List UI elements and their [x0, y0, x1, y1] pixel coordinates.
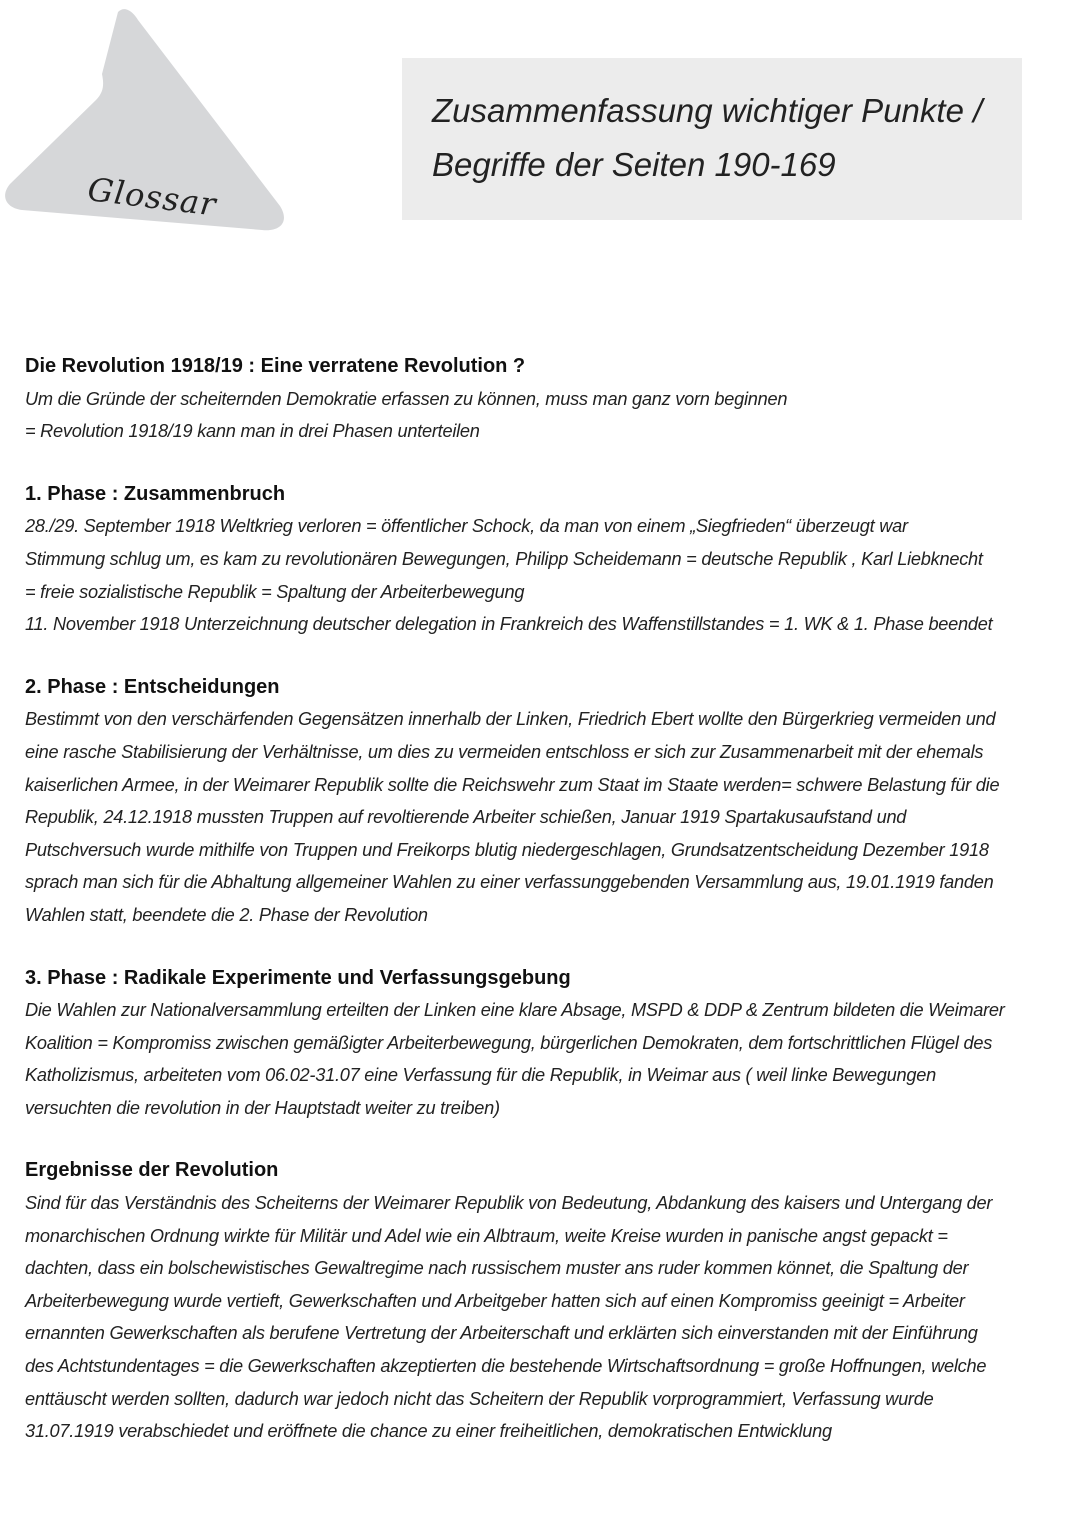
section-revolution-intro: [25, 350, 1060, 448]
section-text-line: Um die Gründe der scheiternden Demokratie erfassen zu können, muss man ganz vorn beginnen: [25, 388, 788, 409]
section-heading: Ergebnisse der Revolution: [25, 1159, 279, 1182]
section-text-line: Katholizismus, arbeiteten vom 06.02-31.07 eine Verfassung für die Republik, in Weimar aus ( weil linke Bewegungen: [25, 1065, 936, 1086]
section-phase-1: [25, 478, 1060, 641]
section-text-line: 31.07.1919 verabschiedet und eröffnete die chance zu einer freiheitlichen, demokratischen Entwicklung: [25, 1421, 832, 1442]
section-phase-2: [25, 671, 1060, 932]
section-text-line: Die Wahlen zur Nationalversammlung erteilten der Linken eine klare Absage, MSPD & DDP & Zentrum bildeten die Weimarer: [25, 1000, 1005, 1021]
section-heading: 1. Phase : Zusammenbruch: [25, 482, 286, 505]
section-text-line: Bestimmt von den verschärfenden Gegensätzen innerhalb der Linken, Friedrich Ebert wollte den Bürgerkrieg vermeiden und: [25, 709, 996, 730]
section-text-line: Republik, 24.12.1918 mussten Truppen auf revoltierende Arbeiter schießen, Januar 1919 Spartakusaufstand und: [25, 807, 907, 828]
section-phase-3: [25, 962, 1060, 1125]
glossary-content: [25, 350, 1060, 1478]
section-text-line: dachten, dass ein bolschewistisches Gewaltregime nach russischem muster ans ruder kommen könnet, die Spaltung der: [25, 1258, 969, 1279]
section-text-line: = Revolution 1918/19 kann man in drei Phasen unterteilen: [25, 421, 480, 442]
section-text-line: sprach man sich für die Abhaltung allgemeiner Wahlen zu einer verfassunggebenden Versammlung aus, 19.01.1919 fanden: [25, 872, 994, 893]
section-text-line: = freie sozialistische Republik = Spaltung der Arbeiterbewegung: [25, 581, 525, 602]
section-text-line: kaiserlichen Armee, in der Weimarer Republik sollte die Reichswehr zum Staat im Staate werden= schwere Belastung für die: [25, 774, 1000, 795]
section-text-line: 11. November 1918 Unterzeichnung deutscher delegation in Frankreich des Waffenstillstandes = 1. WK & 1. Phase beendet: [25, 614, 993, 635]
glossar-badge-label: Glossar: [85, 170, 219, 224]
section-results: [25, 1154, 1060, 1447]
section-text-line: Stimmung schlug um, es kam zu revolutionären Bewegungen, Philipp Scheidemann = deutsche Republik , Karl Liebknecht: [25, 548, 983, 569]
section-text-line: Koalition = Kompromiss zwischen gemäßigter Arbeiterbewegung, bürgerlichen Demokraten, dem fortschrittlichen Flügel des: [25, 1032, 993, 1053]
section-heading: 3. Phase : Radikale Experimente und Verfassungsgebung: [25, 966, 571, 989]
section-text-line: 28./29. September 1918 Weltkrieg verloren = öffentlicher Schock, da man von einem „Siegfrieden“ überzeugt war: [25, 516, 908, 537]
section-text-line: Sind für das Verständnis des Scheiterns der Weimarer Republik von Bedeutung, Abdankung des kaisers und Untergang der: [25, 1193, 993, 1214]
section-text-line: ernannten Gewerkschaften als berufene Vertretung der Arbeiterschaft und erklärten sich einverstanden mit der Einführung: [25, 1323, 978, 1344]
page-title-line-2: Begriffe der Seiten 190-169: [432, 146, 836, 183]
section-text-line: des Achtstundentages = die Gewerkschaften akzeptierten die bestehende Wirtschaftsordnung = große Hoffnungen, welche: [25, 1356, 987, 1377]
section-text-line: eine rasche Stabilisierung der Verhältnisse, um dies zu vermeiden entschloss er sich zur Zusammenarbeit mit der ehemals: [25, 741, 984, 762]
section-text-line: monarchischen Ordnung wirkte für Militär und Adel wie ein Albtraum, weite Kreise wurden in panische angst gepackt =: [25, 1225, 948, 1246]
section-heading: Die Revolution 1918/19 : Eine verratene Revolution ?: [25, 355, 526, 377]
title-box: [402, 58, 1022, 220]
section-text-line: enttäuscht werden sollten, dadurch war jedoch nicht das Scheitern der Republik vorprogrammiert, Verfassung wurde: [25, 1388, 934, 1409]
section-text-line: Putschversuch wurde mithilfe von Truppen und Freikorps blutig niedergeschlagen, Grundsatzentscheidung Dezember 1918: [25, 839, 989, 860]
page-title-line-1: Zusammenfassung wichtiger Punkte /: [432, 92, 983, 129]
section-text-line: Wahlen statt, beendete die 2. Phase der Revolution: [25, 904, 428, 925]
section-text-line: Arbeiterbewegung wurde vertieft, Gewerkschaften und Arbeitgeber hatten sich auf einen Kompromiss geeinigt = Arbeiter: [25, 1290, 965, 1311]
section-text-line: versuchten die revolution in der Hauptstadt weiter zu treiben): [25, 1097, 500, 1118]
section-heading: 2. Phase : Entscheidungen: [25, 675, 280, 698]
